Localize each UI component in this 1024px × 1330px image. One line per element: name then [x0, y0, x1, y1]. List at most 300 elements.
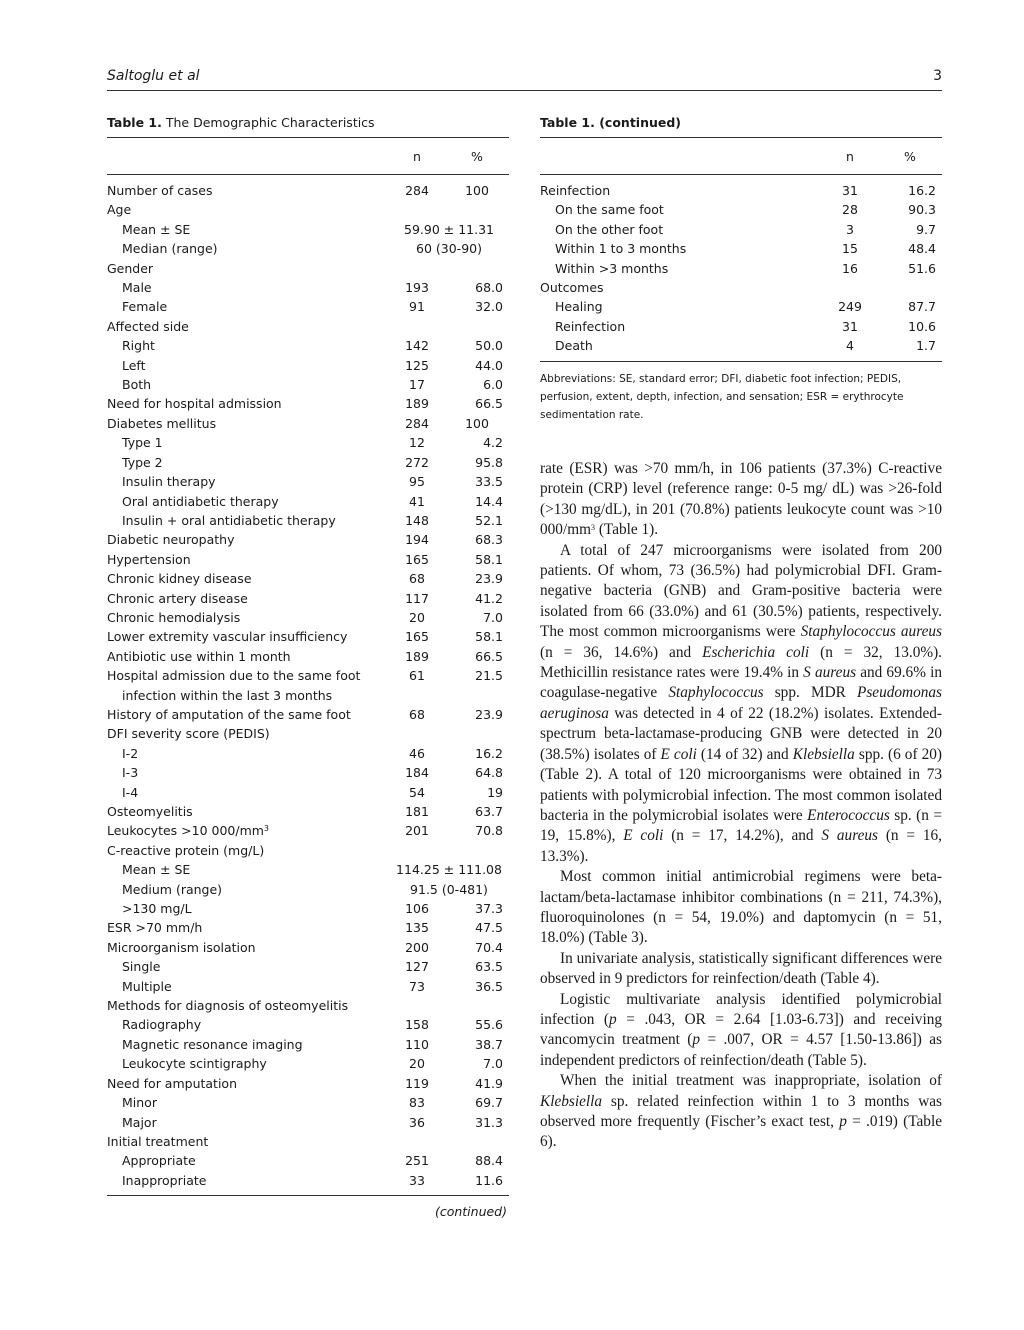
row-pct: 7.0 — [483, 1056, 503, 1072]
row-n: 189 — [405, 648, 429, 664]
row-n: 184 — [405, 765, 429, 781]
superscript: 3 — [263, 824, 270, 834]
row-label-text: Number of cases — [107, 183, 213, 198]
body-paragraph: A total of 247 microorganisms were isolated from 200 patients. Of whom, 73 (36.5%) had polymicrobial DFI. Gram-negative bacteria (GNB) and Gram-positive bacteria were isolated from 66 (33.0%) and 61 (30.5%) patients, respectively. The most common microorganisms were Staphylococcus aureus (n = 36, 14.6%) and Escherichia coli (n = 32, 13.0%). Methicillin resistance rates were 19.4% in S aureus and 69.6% in coagulase-negative Staphylococcus spp. MDR Pseudomonas aeruginosa was detected in 4 of 22 (18.2%) isolates. Extended-spectrum beta-lactamase-producing GNB were detected in 20 (38.5%) isolates of E coli (14 of 32) and Klebsiella spp. (6 of 20) (Table 2). A total of 120 microorganisms were obtained in 73 patients with polymicrobial infection. The most common isolated bacteria in the polymicrobial isolates were Enterococcus sp. (n = 19, 15.8%), E coli (n = 17, 14.2%), and S aureus (n = 16, 13.3%). — [540, 541, 942, 865]
row-n: 200 — [405, 939, 429, 955]
row-pct: 58.1 — [475, 551, 503, 567]
row-label — [107, 394, 389, 413]
row-pct — [445, 996, 509, 1015]
row-label — [107, 724, 389, 743]
row-label — [107, 802, 389, 821]
row-pct: 87.7 — [908, 299, 936, 315]
row-label — [107, 977, 389, 996]
table-row — [107, 433, 509, 452]
table-row — [107, 453, 509, 472]
row-pct: 69.7 — [475, 1095, 503, 1111]
table1-continued-note: (continued) — [434, 1204, 507, 1220]
row-pct: 51.6 — [908, 260, 936, 276]
row-n: 142 — [405, 338, 429, 354]
row-n: 165 — [405, 551, 429, 567]
row-label-text: DFI severity score (PEDIS) — [107, 726, 270, 742]
row-label — [107, 511, 389, 530]
row-label — [107, 200, 389, 219]
row-label-text: Healing — [555, 299, 603, 315]
row-n: 201 — [405, 823, 429, 839]
row-pct: 31.3 — [475, 1114, 503, 1130]
row-n: 68 — [409, 706, 425, 722]
row-n: 158 — [405, 1017, 429, 1033]
row-label — [107, 589, 389, 608]
table1-col-n: n — [413, 148, 421, 164]
row-n — [389, 724, 445, 743]
row-label — [540, 336, 822, 355]
row-pct: 58.1 — [475, 629, 503, 645]
row-n: 46 — [409, 745, 425, 761]
table-row — [107, 317, 509, 336]
row-pct: 6.0 — [483, 377, 503, 393]
row-pct: 10.6 — [908, 318, 936, 334]
table-row — [107, 918, 509, 937]
row-n: 20 — [409, 1056, 425, 1072]
row-label-text: History of amputation of the same foot — [107, 706, 351, 722]
row-n: 127 — [405, 959, 429, 975]
table-row — [107, 1113, 509, 1132]
row-label — [107, 181, 389, 200]
table-row — [107, 375, 509, 394]
row-label-text: Median (range) — [122, 241, 218, 257]
row-label-text: Age — [107, 202, 132, 218]
row-n: 110 — [405, 1036, 429, 1052]
row-label — [540, 239, 822, 258]
table-row — [107, 1015, 509, 1034]
row-label-text: Antibiotic use within 1 month — [107, 648, 291, 664]
body-paragraph: When the initial treatment was inappropriate, isolation of Klebsiella sp. related reinfection within 1 to 3 months was observed more frequently (Fischer’s exact test, p = .019) (Table 6). — [540, 1072, 942, 1151]
table-row — [107, 841, 509, 860]
row-label-text: Both — [122, 377, 152, 393]
row-label-text: On the same foot — [555, 202, 664, 218]
table1-continued — [540, 113, 942, 424]
row-pct: 66.5 — [475, 396, 503, 412]
row-n: 61 — [409, 668, 425, 684]
row-label — [107, 297, 389, 316]
row-label-text: Type 1 — [122, 435, 163, 451]
row-label-text: Hospital admission due to the same foot — [107, 668, 361, 684]
row-label — [107, 433, 389, 452]
row-label-text: Mean ± SE — [122, 221, 191, 237]
table-row — [107, 1035, 509, 1054]
row-label-text: Need for hospital admission — [107, 396, 282, 412]
row-label-text: Chronic artery disease — [107, 590, 248, 606]
table1-cont-header-row — [540, 138, 942, 174]
row-n: 12 — [409, 435, 425, 451]
body-paragraph: Logistic multivariate analysis identified polymicrobial infection (p = .043, OR = 2.64 [1.03-6.73]) and receiving vancomycin treatment (p = .007, OR = 4.57 [1.50-13.86]) as independent predictors of reinfection/death (Table 5). — [540, 990, 942, 1069]
row-label — [107, 705, 389, 724]
body-paragraph: Most common initial antimicrobial regimens were beta-lactam/beta-lactamase inhibitor combinations (n = 211, 74.3%), fluoroquinolones (n = 54, 19.0%) and daptomycin (n = 51, 18.0%) (Table 3). — [540, 868, 942, 947]
row-label-text: Affected side — [107, 318, 189, 334]
row-label-text: Major — [122, 1114, 157, 1130]
table-row — [107, 1093, 509, 1112]
row-pct: 100 — [465, 183, 489, 198]
row-label-text: Lower extremity vascular insufficiency — [107, 629, 348, 645]
table-row — [107, 783, 509, 802]
table1-col-pct: % — [471, 148, 483, 164]
row-label-text: Reinfection — [555, 318, 626, 334]
row-pct: 23.9 — [475, 571, 503, 587]
row-label — [540, 181, 822, 200]
row-label — [107, 627, 389, 646]
row-n: 106 — [405, 901, 429, 917]
row-label — [107, 957, 389, 976]
row-pct — [445, 259, 509, 278]
row-n: 284 — [405, 415, 429, 431]
row-label-text: Male — [122, 280, 152, 296]
row-label-text: Leukocytes >10 000/mm — [107, 823, 264, 839]
row-label-text: I-3 — [122, 765, 139, 781]
table-row — [107, 336, 509, 355]
row-pct: 14.4 — [475, 493, 503, 509]
row-pct: 63.7 — [475, 804, 503, 819]
table1-abbreviations: Abbreviations: SE, standard error; DFI, diabetic foot infection; PEDIS, perfusion, extent, depth, infection, and sensation; ESR = erythrocyte sedimentation rate. — [540, 372, 904, 421]
row-n: 28 — [842, 202, 858, 218]
row-label — [107, 899, 389, 918]
row-n: 16 — [842, 260, 858, 276]
row-label — [107, 783, 389, 802]
row-label — [107, 744, 389, 763]
table1-cont-col-n: n — [846, 148, 854, 164]
row-n: 15 — [842, 241, 858, 257]
table-row — [107, 356, 509, 375]
row-pct: 55.6 — [475, 1017, 503, 1033]
row-label-text: Diabetes mellitus — [107, 415, 217, 431]
table-row — [107, 530, 509, 549]
row-n: 68 — [409, 571, 425, 587]
row-pct: 41.9 — [475, 1075, 503, 1091]
table1-caption-title: The Demographic Characteristics — [165, 115, 375, 130]
row-pct: 63.5 — [475, 959, 503, 975]
row-n: 165 — [405, 629, 429, 645]
row-label-text: Reinfection — [540, 183, 611, 198]
table1-cont-body — [540, 175, 942, 361]
row-pct: 50.0 — [475, 338, 503, 354]
row-pct: 44.0 — [475, 357, 503, 373]
table-row — [107, 666, 509, 705]
row-pct: 66.5 — [475, 648, 503, 664]
table-row — [107, 1054, 509, 1073]
table-row — [107, 414, 509, 433]
row-label-continuation: infection within the last 3 months — [122, 687, 333, 703]
row-pct: 32.0 — [475, 299, 503, 315]
row-n: 83 — [409, 1095, 425, 1111]
body-paragraph: In univariate analysis, statistically significant differences were observed in 9 predictors for reinfection/death (Table 4). — [540, 949, 942, 988]
row-n: 20 — [409, 609, 425, 625]
table1-cont-bottom-rule — [540, 361, 942, 362]
row-label — [107, 1054, 389, 1073]
row-pct: 70.8 — [475, 823, 503, 839]
row-label — [540, 259, 822, 278]
table-row — [107, 938, 509, 957]
row-label-text: Medium (range) — [122, 881, 223, 897]
row-label-text: Diabetic neuropathy — [107, 532, 235, 548]
table-row — [540, 297, 942, 316]
row-n: 3 — [846, 221, 854, 237]
row-label — [107, 1035, 389, 1054]
row-pct: 4.2 — [483, 435, 503, 451]
row-n: 91 — [409, 299, 425, 315]
row-label — [107, 666, 389, 705]
row-label — [540, 317, 822, 336]
row-label-text: Need for amputation — [107, 1075, 237, 1091]
table1 — [107, 113, 509, 1219]
row-pct — [445, 724, 509, 743]
row-pct: 1.7 — [916, 338, 936, 354]
row-n: 272 — [405, 454, 429, 470]
row-label — [107, 860, 389, 879]
table-row — [107, 627, 509, 646]
row-label — [107, 414, 389, 433]
row-pct — [445, 841, 509, 860]
row-label-text: C-reactive protein (mg/L) — [107, 842, 265, 858]
table-row — [540, 336, 942, 355]
row-n: 194 — [405, 532, 429, 548]
table1-header-row — [107, 138, 509, 174]
row-label — [107, 1132, 389, 1151]
table-row — [107, 550, 509, 569]
row-label-text: Inappropriate — [122, 1172, 207, 1188]
row-label-text: Death — [555, 338, 593, 354]
row-n — [822, 278, 878, 297]
table-row — [107, 899, 509, 918]
row-n: 125 — [405, 357, 429, 373]
row-label-text: Gender — [107, 260, 154, 276]
row-label-text: Female — [122, 299, 168, 315]
row-pct: 16.2 — [475, 745, 503, 761]
row-label — [107, 608, 389, 627]
row-n: 193 — [405, 280, 429, 296]
table-row — [107, 394, 509, 413]
table-row — [107, 647, 509, 666]
row-label — [107, 1151, 389, 1170]
row-pct: 70.4 — [475, 939, 503, 955]
row-label — [107, 1113, 389, 1132]
row-pct: 64.8 — [475, 765, 503, 781]
row-label-text: Minor — [122, 1095, 157, 1111]
table-row — [107, 996, 509, 1015]
table-row — [107, 608, 509, 627]
table-row — [107, 200, 509, 219]
row-n: 95 — [409, 474, 425, 490]
table-row — [107, 705, 509, 724]
row-label-text: Osteomyelitis — [107, 804, 193, 819]
row-pct: 11.6 — [475, 1172, 503, 1188]
table-row — [107, 860, 509, 879]
row-pct: 21.5 — [475, 668, 503, 684]
row-pct: 100 — [465, 415, 489, 431]
row-label — [107, 492, 389, 511]
table1-body — [107, 175, 509, 1195]
row-pct — [445, 317, 509, 336]
row-value-span: 114.25 ± 111.08 — [396, 862, 502, 878]
row-pct — [445, 200, 509, 219]
row-label-text: >130 mg/L — [122, 901, 192, 917]
row-n: 251 — [405, 1153, 429, 1169]
row-pct: 16.2 — [908, 183, 936, 198]
row-label — [107, 938, 389, 957]
row-pct: 7.0 — [483, 609, 503, 625]
table-row — [107, 802, 509, 821]
table-row — [107, 569, 509, 588]
row-label-text: Methods for diagnosis of osteomyelitis — [107, 998, 349, 1014]
row-label — [107, 841, 389, 860]
table-row — [107, 957, 509, 976]
row-n: 148 — [405, 512, 429, 528]
row-pct: 68.0 — [475, 280, 503, 296]
row-pct: 47.5 — [475, 920, 503, 936]
row-label-text: Insulin + oral antidiabetic therapy — [122, 512, 336, 528]
row-n: 189 — [405, 396, 429, 412]
row-pct: 38.7 — [475, 1036, 503, 1052]
row-pct: 95.8 — [475, 454, 503, 470]
table-row — [540, 239, 942, 258]
row-label-text: Chronic kidney disease — [107, 571, 252, 587]
row-label — [107, 550, 389, 569]
row-n: 4 — [846, 338, 854, 354]
row-label-text: Single — [122, 959, 161, 975]
row-label — [107, 821, 389, 840]
row-n: 119 — [405, 1075, 429, 1091]
row-label-text: Left — [122, 357, 146, 373]
row-label-text: Within 1 to 3 months — [555, 241, 687, 257]
row-label — [107, 317, 389, 336]
row-value-span: 60 (30-90) — [416, 241, 482, 257]
row-n: 117 — [405, 590, 429, 606]
table-row — [107, 492, 509, 511]
row-label — [107, 356, 389, 375]
row-pct — [878, 278, 942, 297]
running-head — [107, 66, 942, 91]
row-label-text: Radiography — [122, 1017, 202, 1033]
table-row — [540, 317, 942, 336]
body-text — [540, 459, 942, 1153]
table1-cont-caption: Table 1. (continued) — [540, 115, 682, 130]
row-pct: 41.2 — [475, 590, 503, 606]
row-label-text: Type 2 — [122, 454, 163, 470]
row-n: 73 — [409, 978, 425, 994]
row-n: 17 — [409, 377, 425, 393]
row-n — [389, 200, 445, 219]
table-row — [540, 181, 942, 200]
row-pct: 9.7 — [916, 221, 936, 237]
table-row — [107, 1074, 509, 1093]
row-label-text: Oral antidiabetic therapy — [122, 493, 279, 509]
row-label — [107, 278, 389, 297]
row-label — [107, 1093, 389, 1112]
row-n — [389, 1132, 445, 1151]
row-label — [107, 375, 389, 394]
table-row — [107, 511, 509, 530]
table-row — [107, 1151, 509, 1170]
row-n: 33 — [409, 1172, 425, 1188]
table1-caption — [107, 113, 509, 137]
table-row — [540, 200, 942, 219]
row-label — [540, 278, 822, 297]
row-label-text: On the other foot — [555, 221, 664, 237]
row-label — [107, 763, 389, 782]
row-label-text: Initial treatment — [107, 1133, 209, 1149]
row-label-text: Microorganism isolation — [107, 939, 256, 955]
row-n — [389, 841, 445, 860]
table-row — [107, 977, 509, 996]
row-n: 249 — [838, 299, 862, 315]
row-label — [107, 996, 389, 1015]
row-label — [540, 297, 822, 316]
row-n — [389, 996, 445, 1015]
table-row — [107, 724, 509, 743]
row-label-text: I-2 — [122, 745, 139, 761]
row-pct: 48.4 — [908, 241, 936, 257]
row-label — [107, 1015, 389, 1034]
row-value-span: 59.90 ± 11.31 — [404, 221, 494, 237]
row-label — [107, 530, 389, 549]
row-label-text: Insulin therapy — [122, 474, 216, 490]
table-row — [107, 297, 509, 316]
row-label-text: Chronic hemodialysis — [107, 609, 241, 625]
row-pct: 88.4 — [475, 1153, 503, 1169]
row-n: 54 — [409, 784, 425, 800]
running-author: Saltoglu et al — [107, 68, 200, 84]
row-label — [107, 259, 389, 278]
table1-caption-label: Table 1. — [107, 115, 162, 130]
row-pct: 68.3 — [475, 532, 503, 548]
row-label-text: I-4 — [122, 784, 139, 800]
table-row — [107, 472, 509, 491]
row-label — [540, 200, 822, 219]
table-row — [107, 220, 509, 239]
table-row — [107, 259, 509, 278]
table-row — [107, 880, 509, 899]
page-number: 3 — [933, 68, 942, 84]
table-row — [107, 278, 509, 297]
row-n: 31 — [842, 183, 858, 198]
table-row — [107, 1132, 509, 1151]
row-n — [389, 259, 445, 278]
row-label-text: Mean ± SE — [122, 862, 191, 878]
row-label-text: ESR >70 mm/h — [107, 920, 203, 936]
row-label — [107, 220, 389, 239]
row-label-text: Multiple — [122, 978, 172, 994]
row-label-text: Hypertension — [107, 551, 191, 567]
body-paragraph: rate (ESR) was >70 mm/h, in 106 patients (37.3%) C-reactive protein (CRP) level (reference range: 0-5 mg/ dL) was >26-fold (>130 mg/dL), in 201 (70.8%) patients leukocyte count was >10 $000/mm^3$ (Table 1). — [540, 460, 942, 539]
table1-bottom-rule — [107, 1195, 509, 1196]
row-label — [107, 336, 389, 355]
row-pct: 90.3 — [908, 202, 936, 218]
row-label — [107, 569, 389, 588]
table-row — [107, 821, 509, 840]
table-row — [107, 181, 509, 200]
row-label — [107, 880, 389, 899]
row-label — [540, 220, 822, 239]
table-row — [540, 278, 942, 297]
row-label — [107, 1171, 389, 1190]
table-row — [540, 259, 942, 278]
row-n: 284 — [405, 183, 429, 198]
row-label — [107, 918, 389, 937]
table-row — [107, 589, 509, 608]
row-pct: 19 — [487, 784, 503, 800]
row-label — [107, 647, 389, 666]
row-pct: 52.1 — [475, 512, 503, 528]
row-pct — [445, 1132, 509, 1151]
row-n — [389, 317, 445, 336]
